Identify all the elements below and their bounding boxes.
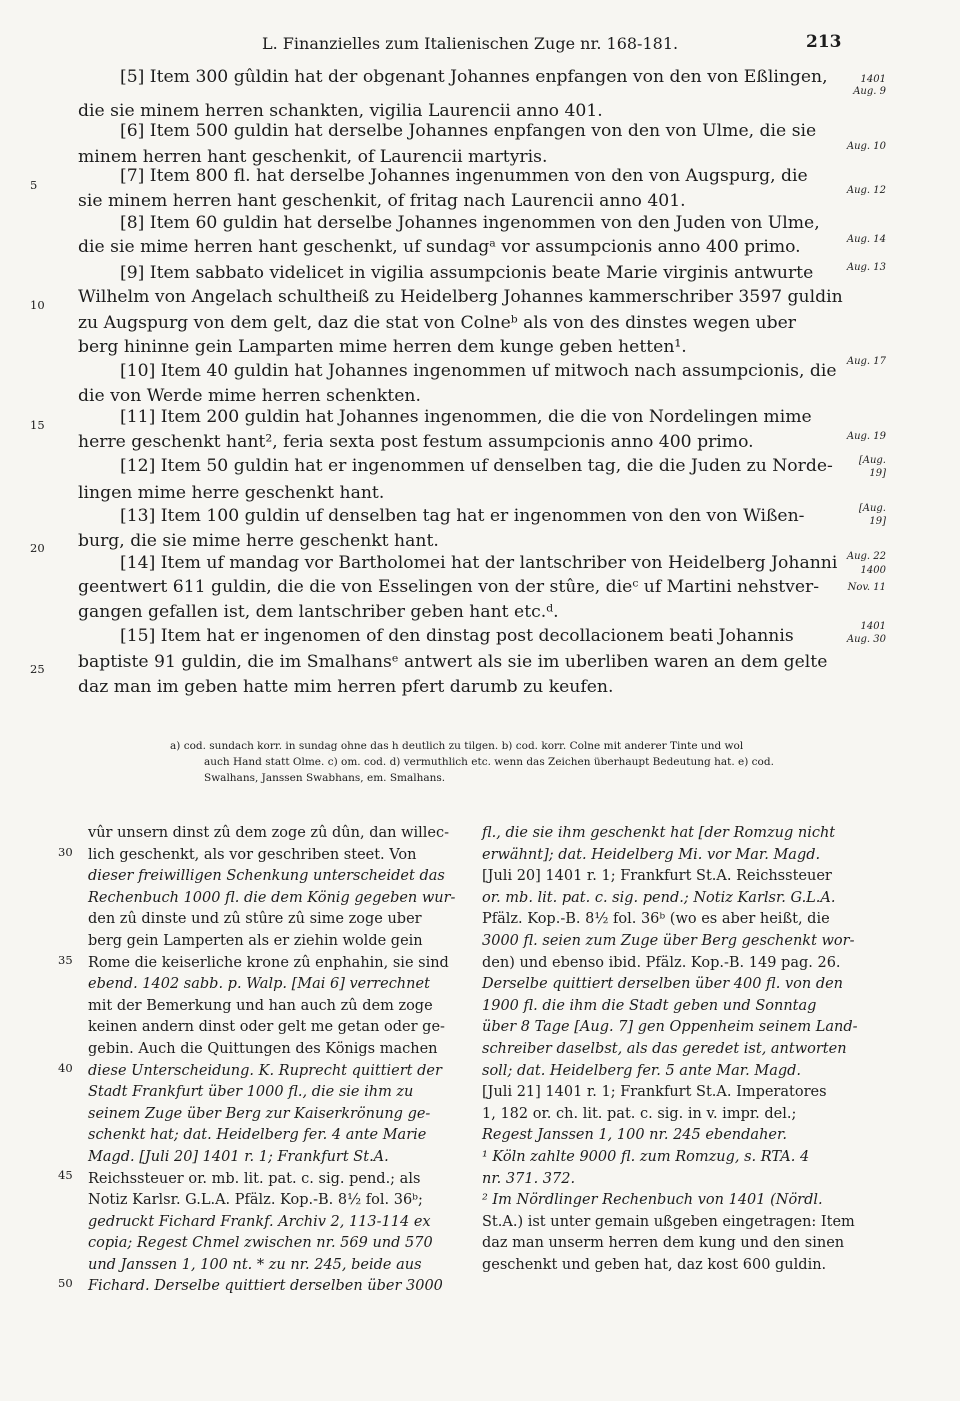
line-number: 50	[58, 1276, 73, 1290]
margin-note: [Aug.	[858, 455, 886, 466]
text-line: [13] Item 100 guldin uf denselben tag hat er ingenommen von den von Wißen-	[120, 506, 805, 526]
commentary-line: gebin. Auch die Quittungen des Königs machen	[88, 1040, 438, 1057]
running-title: L. Finanzielles zum Italienischen Zuge nr. 168-181.	[262, 34, 679, 53]
line-number: 25	[30, 662, 45, 676]
footnote-line: Swalhans, Janssen Swabhans, em. Smalhans.	[204, 772, 446, 784]
text-line: lingen mime herre geschenkt hant.	[78, 483, 385, 503]
commentary-line: 1, 182 or. ch. lit. pat. c. sig. in v. impr. del.;	[482, 1105, 797, 1122]
line-number: 30	[58, 845, 73, 859]
commentary-line: fl., die sie ihm geschenkt hat [der Romzug nicht	[482, 825, 836, 841]
text-line: [6] Item 500 guldin hat derselbe Johannes enpfangen von den von Ulme, die sie	[120, 121, 817, 141]
text-line: sie minem herren hant geschenkit, of fritag nach Laurencii anno 401.	[78, 191, 686, 211]
commentary-line: erwähnt]; dat. Heidelberg Mi. vor Mar. Magd.	[482, 846, 821, 863]
commentary-line: seinem Zuge über Berg zur Kaiserkrönung ge-	[88, 1105, 431, 1122]
commentary-line: 1900 fl. die ihm die Stadt geben und Sonntag	[482, 997, 817, 1014]
text-line: gangen gefallen ist, dem lantschriber geben hant etc.ᵈ.	[78, 602, 559, 622]
commentary-line: nr. 371. 372.	[482, 1170, 576, 1187]
page-number: 213	[806, 32, 842, 52]
text-line: [11] Item 200 guldin hat Johannes ingenommen, die die von Nordelingen mime	[120, 407, 812, 427]
margin-note: Aug. 13	[846, 262, 886, 273]
commentary-line: vûr unsern dinst zû dem zoge zû dûn, dan willec-	[88, 825, 449, 841]
margin-note: Aug. 10	[846, 141, 886, 152]
commentary-line: den) und ebenso ibid. Pfälz. Kop.-B. 149 pag. 26.	[482, 954, 841, 971]
commentary-line: diese Unterscheidung. K. Ruprecht quittiert der	[88, 1062, 442, 1079]
commentary-line: [Juli 20] 1401 r. 1; Frankfurt St.A. Reichssteuer	[482, 868, 832, 885]
margin-note: Aug. 17	[846, 356, 886, 367]
footnote-line: a) cod. sundach korr. in sundag ohne das h deutlich zu tilgen. b) cod. korr. Colne mit anderer Tinte und wol	[170, 740, 744, 752]
commentary-line: und Janssen 1, 100 nt. * zu nr. 245, beide aus	[88, 1256, 422, 1273]
commentary-line: den zû dinste und zû stûre zû sime zoge uber	[88, 911, 422, 928]
commentary-line: ¹ Köln zahlte 9000 fl. zum Romzug, s. RTA. 4	[482, 1148, 810, 1165]
line-number: 45	[58, 1168, 73, 1182]
commentary-line: Derselbe quittiert derselben über 400 fl. von den	[482, 976, 844, 993]
text-line: zu Augspurg von dem gelt, daz die stat von Colneᵇ als von des dinstes wegen uber	[78, 313, 796, 333]
margin-note: Aug. 30	[846, 634, 886, 645]
commentary-line: Reichssteuer or. mb. lit. pat. c. sig. pend.; als	[88, 1170, 421, 1187]
text-line: [14] Item uf mandag vor Bartholomei hat der lantschriber von Heidelberg Johanni	[120, 553, 838, 573]
text-line: minem herren hant geschenkit, of Laurencii martyris.	[78, 147, 548, 167]
commentary-line: Magd. [Juli 20] 1401 r. 1; Frankfurt St.A.	[88, 1148, 389, 1165]
commentary-line: geschenkt und geben hat, daz kost 600 guldin.	[482, 1256, 827, 1273]
commentary-line: lich geschenkt, als vor geschriben steet. Von	[88, 846, 417, 863]
text-line: [8] Item 60 guldin hat derselbe Johannes ingenommen von den Juden von Ulme,	[120, 213, 820, 233]
margin-note: Aug. 9	[853, 86, 886, 97]
line-number: 5	[30, 178, 38, 192]
commentary-line: or. mb. lit. pat. c. sig. pend.; Notiz Karlsr. G.L.A.	[482, 889, 836, 906]
text-line: geentwert 611 guldin, die die von Esselingen von der stûre, dieᶜ uf Martini nehstver-	[78, 577, 820, 597]
text-line: [7] Item 800 fl. hat derselbe Johannes ingenummen von den von Augspurg, die	[120, 166, 808, 186]
margin-note: [Aug.	[858, 503, 886, 514]
commentary-line: dieser freiwilligen Schenkung unterscheidet das	[88, 868, 445, 885]
text-line: [10] Item 40 guldin hat Johannes ingenommen uf mitwoch nach assumpcionis, die	[120, 361, 837, 381]
text-line: baptiste 91 guldin, die im Smalhansᵉ antwert als sie im uberliben waren an dem gelte	[78, 652, 828, 672]
margin-note: 1401	[860, 621, 886, 632]
text-line: [9] Item sabbato videlicet in vigilia assumpcionis beate Marie virginis antwurte	[120, 263, 814, 283]
footnote-line: auch Hand statt Olme. c) om. cod. d) vermuthlich etc. wenn das Zeichen überhaupt Bedeutung hat. e) cod.	[204, 756, 774, 768]
text-line: [5] Item 300 gûldin hat der obgenant Johannes enpfangen von den von Eßlingen,	[120, 67, 828, 87]
text-line: burg, die sie mime herre geschenkt hant.	[78, 531, 439, 551]
commentary-line: keinen andern dinst oder gelt me getan oder ge-	[88, 1019, 445, 1036]
commentary-line: Stadt Frankfurt über 1000 fl., die sie ihm zu	[88, 1084, 414, 1101]
margin-note: Aug. 12	[846, 185, 886, 196]
commentary-line: ebend. 1402 sabb. p. Walp. [Mai 6] verrechnet	[88, 976, 430, 993]
commentary-line: Fichard. Derselbe quittiert derselben über 3000	[88, 1278, 443, 1295]
commentary-line: soll; dat. Heidelberg fer. 5 ante Mar. Magd.	[482, 1062, 802, 1079]
text-line: Wilhelm von Angelach schultheiß zu Heidelberg Johannes kammerschriber 3597 guldin	[78, 287, 843, 307]
text-line: [15] Item hat er ingenomen of den dinstag post decollacionem beati Johannis	[120, 626, 794, 646]
commentary-line: Rome die keiserliche krone zû enphahin, sie sind	[88, 954, 449, 971]
text-line: herre geschenkt hant², feria sexta post festum assumpcionis anno 400 primo.	[78, 432, 754, 452]
commentary-line: Rechenbuch 1000 fl. die dem König gegeben wur-	[88, 889, 456, 906]
margin-note: Nov. 11	[847, 582, 886, 593]
commentary-left-column	[88, 823, 460, 1298]
margin-note: 1400	[860, 565, 886, 576]
commentary-line: schreiber daselbst, als das geredet ist, antworten	[482, 1040, 847, 1057]
commentary-line: copia; Regest Chmel zwischen nr. 569 und 570	[88, 1235, 433, 1252]
commentary-line: Pfälz. Kop.-B. 8½ fol. 36ᵇ (wo es aber heißt, die	[482, 911, 830, 928]
commentary-line: daz man unserm herren dem kung und den sinen	[482, 1235, 845, 1252]
text-line: die von Werde mime herren schenkten.	[78, 386, 421, 406]
margin-note: Aug. 14	[846, 234, 886, 245]
text-line: daz man im geben hatte mim herren pfert darumb zu keufen.	[78, 677, 614, 697]
line-number: 40	[58, 1061, 73, 1075]
commentary-line: Regest Janssen 1, 100 nr. 245 ebendaher.	[482, 1127, 787, 1144]
margin-note: 19]	[869, 516, 886, 527]
commentary-line: St.A.) ist unter gemain ußgeben eingetragen: Item	[482, 1213, 855, 1230]
margin-note: 19]	[869, 468, 886, 479]
commentary-line: schenkt hat; dat. Heidelberg fer. 4 ante Marie	[88, 1127, 427, 1144]
commentary-line: gedruckt Fichard Frankf. Archiv 2, 113-114 ex	[88, 1213, 431, 1230]
line-number: 15	[30, 418, 45, 432]
line-number: 20	[30, 541, 45, 555]
commentary-line: [Juli 21] 1401 r. 1; Frankfurt St.A. Imperatores	[482, 1084, 827, 1101]
commentary-line: 3000 fl. seien zum Zuge über Berg geschenkt wor-	[482, 932, 855, 949]
commentary-line: mit der Bemerkung und han auch zû dem zoge	[88, 997, 433, 1014]
commentary-line: Notiz Karlsr. G.L.A. Pfälz. Kop.-B. 8½ fol. 36ᵇ;	[88, 1192, 423, 1209]
commentary-line: berg gein Lamperten als er ziehin wolde gein	[88, 932, 423, 949]
margin-note: Aug. 22	[846, 551, 886, 562]
commentary-line: über 8 Tage [Aug. 7] gen Oppenheim seinem Land-	[482, 1019, 858, 1036]
margin-note: 1401	[860, 74, 886, 85]
commentary-line: ² Im Nördlinger Rechenbuch von 1401 (Nördl.	[482, 1192, 823, 1209]
text-line: die sie mime herren hant geschenkt, uf sundagᵃ vor assumpcionis anno 400 primo.	[78, 237, 801, 257]
commentary-right-column	[482, 823, 858, 1276]
line-number: 10	[30, 298, 45, 312]
line-number: 35	[58, 953, 73, 967]
margin-note: Aug. 19	[846, 431, 886, 442]
text-line: die sie minem herren schankten, vigilia Laurencii anno 401.	[78, 101, 603, 121]
text-line: [12] Item 50 guldin hat er ingenommen uf denselben tag, die die Juden zu Norde-	[120, 456, 833, 476]
text-line: berg hininne gein Lamparten mime herren dem kunge geben hetten¹.	[78, 337, 687, 357]
